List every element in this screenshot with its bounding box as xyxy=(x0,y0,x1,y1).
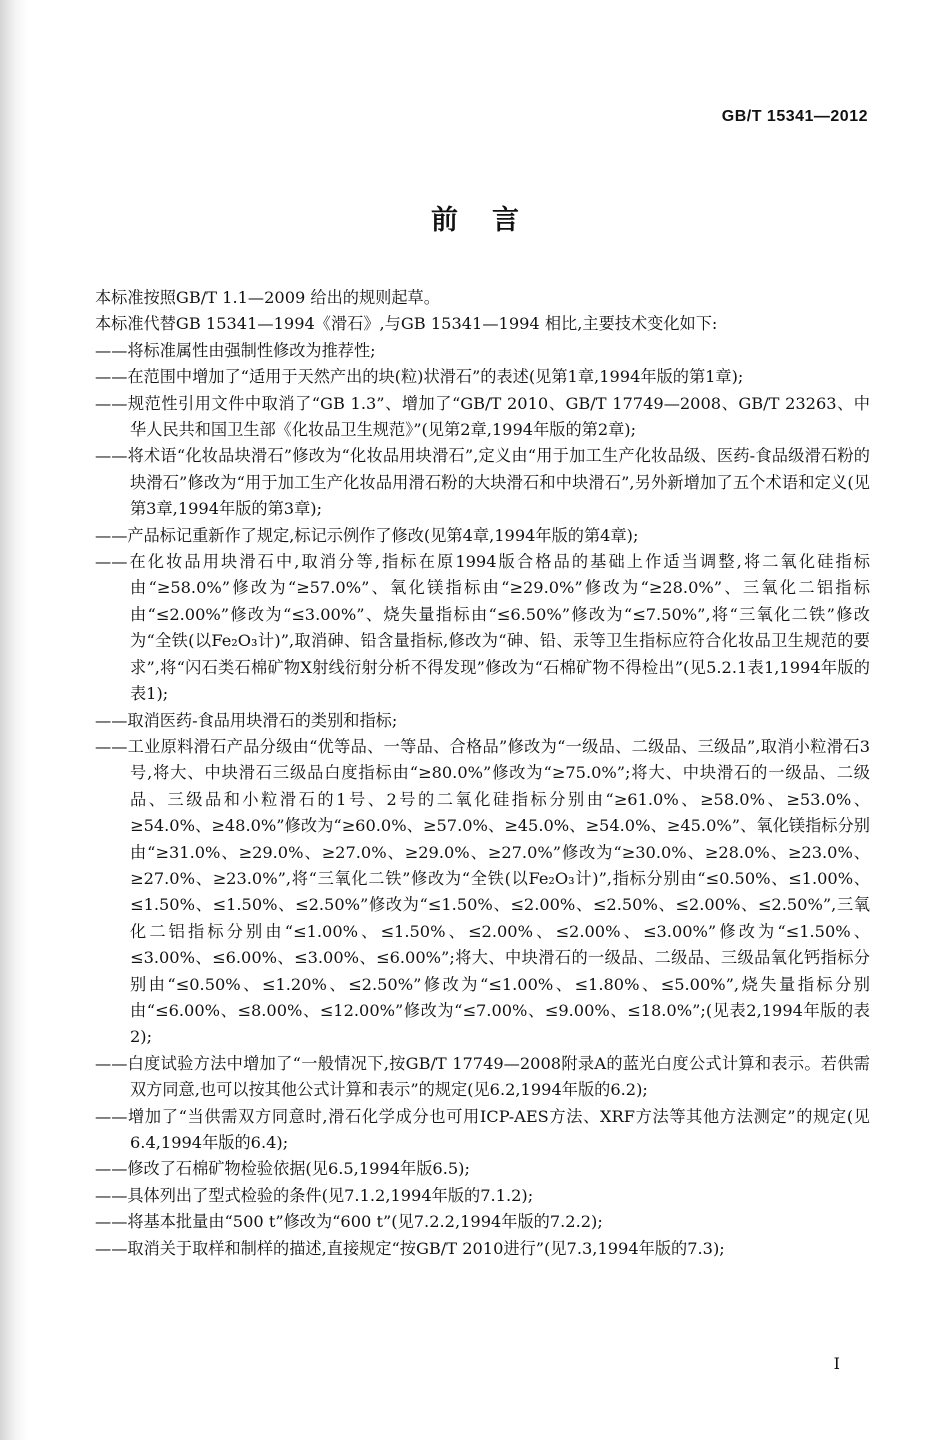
standard-number: GB/T 15341—2012 xyxy=(721,108,868,125)
change-item: ——白度试验方法中增加了“一般情况下,按GB/T 17749—2008附录A的蓝光白度公式计算和表示。若供需双方同意,也可以按其他公式计算和表示”的规定(见6.2,1994年版的6.2); xyxy=(95,1053,870,1100)
change-item: ——规范性引用文件中取消了“GB 1.3”、增加了“GB/T 2010、GB/T 17749—2008、GB/T 23263、中华人民共和国卫生部《化妆品卫生规范》”(见第2章,1994年版的第2章); xyxy=(95,393,870,440)
page-title: 前言 xyxy=(431,205,553,236)
intro-paragraph: 本标准代替GB 15341—1994《滑石》,与GB 15341—1994 相比,主要技术变化如下: xyxy=(95,314,718,334)
change-item: ——将术语“化妆品块滑石”修改为“化妆品用块滑石”,定义由“用于加工生产化妆品级、医药-食品级滑石粉的块滑石”修改为“用于加工生产化妆品用滑石粉的大块滑石和中块滑石”,另外新增加了五个术语和定义(见第3章,1994年版的第3章); xyxy=(95,446,870,519)
change-item: ——产品标记重新作了规定,标记示例作了修改(见第4章,1994年版的第4章); xyxy=(95,525,639,545)
change-item: ——具体列出了型式检验的条件(见7.1.2,1994年版的7.1.2); xyxy=(95,1185,534,1205)
change-item: ——取消关于取样和制样的描述,直接规定“按GB/T 2010进行”(见7.3,1994年版的7.3); xyxy=(95,1238,725,1258)
change-item: ——增加了“当供需双方同意时,滑石化学成分也可用ICP-AES方法、XRF方法等其他方法测定”的规定(见6.4,1994年版的6.4); xyxy=(95,1106,870,1152)
change-item: ——将基本批量由“500 t”修改为“600 t”(见7.2.2,1994年版的7.2.2); xyxy=(95,1212,603,1232)
intro-paragraph: 本标准按照GB/T 1.1—2009 给出的规则起草。 xyxy=(95,288,440,307)
change-item: ——将标准属性由强制性修改为推荐性; xyxy=(95,340,376,360)
page-number: I xyxy=(833,1354,840,1373)
change-item: ——取消医药-食品用块滑石的类别和指标; xyxy=(95,710,398,730)
change-item: ——在化妆品用块滑石中,取消分等,指标在原1994版合格品的基础上作适当调整,将二氧化硅指标由“≥58.0%”修改为“≥57.0%”、氧化镁指标由“≥29.0%”修改为“≥28.0%”、三氧化二铝指标由“≤2.00%”修改为“≤3.00%”、烧失量指标由“≤6.50%”修改为“≤7.50%”,将“三氧化二铁”修改为“全铁(以Fe₂O₃计)”,取消砷、铅含量指标,修改为“砷、铅、汞等卫生指标应符合化妆品卫生规范的要求”,将“闪石类石棉矿物X射线衍射分析不得发现”修改为“石棉矿物不得检出”(见5.2.1表1,1994年版的表1); xyxy=(95,552,870,704)
foreword-body xyxy=(95,285,870,1262)
change-item: ——工业原料滑石产品分级由“优等品、一等品、合格品”修改为“一级品、二级品、三级品”,取消小粒滑石3号,将大、中块滑石三级品白度指标由“≥80.0%”修改为“≥75.0%”;将大、中块滑石的一级品、二级品、三级品和小粒滑石的1号、2号的二氧化硅指标分别由“≥61.0%、≥58.0%、≥53.0%、≥54.0%、≥48.0%”修改为“≥60.0%、≥57.0%、≥45.0%、≥54.0%、≥45.0%”、氧化镁指标分别由“≥31.0%、≥29.0%、≥27.0%、≥29.0%、≥27.0%”修改为“≥30.0%、≥28.0%、≥23.0%、≥27.0%、≥23.0%”,将“三氧化二铁”修改为“全铁(以Fe₂O₃计)”,指标分别由“≤0.50%、≤1.00%、≤1.50%、≤1.50%、≤2.50%”修改为“≤1.50%、≤2.00%、≤2.50%、≤2.00%、≤2.50%”,三氧化二铝指标分别由“≤1.00%、≤1.50%、≤2.00%、≤2.00%、≤3.00%”修改为“≤1.50%、≤3.00%、≤6.00%、≤3.00%、≤6.00%”;将大、中块滑石的一级品、二级品、三级品氧化钙指标分别由“≤0.50%、≤1.20%、≤2.50%”修改为“≤1.00%、≤1.80%、≤5.00%”,烧失量指标分别由“≤6.00%、≤8.00%、≤12.00%”修改为“≤7.00%、≤9.00%、≤18.0%”;(见表2,1994年版的表2); xyxy=(95,736,870,1047)
change-item: ——在范围中增加了“适用于天然产出的块(粒)状滑石”的表述(见第1章,1994年版的第1章); xyxy=(95,367,744,387)
change-item: ——修改了石棉矿物检验依据(见6.5,1994年版6.5); xyxy=(95,1159,470,1179)
